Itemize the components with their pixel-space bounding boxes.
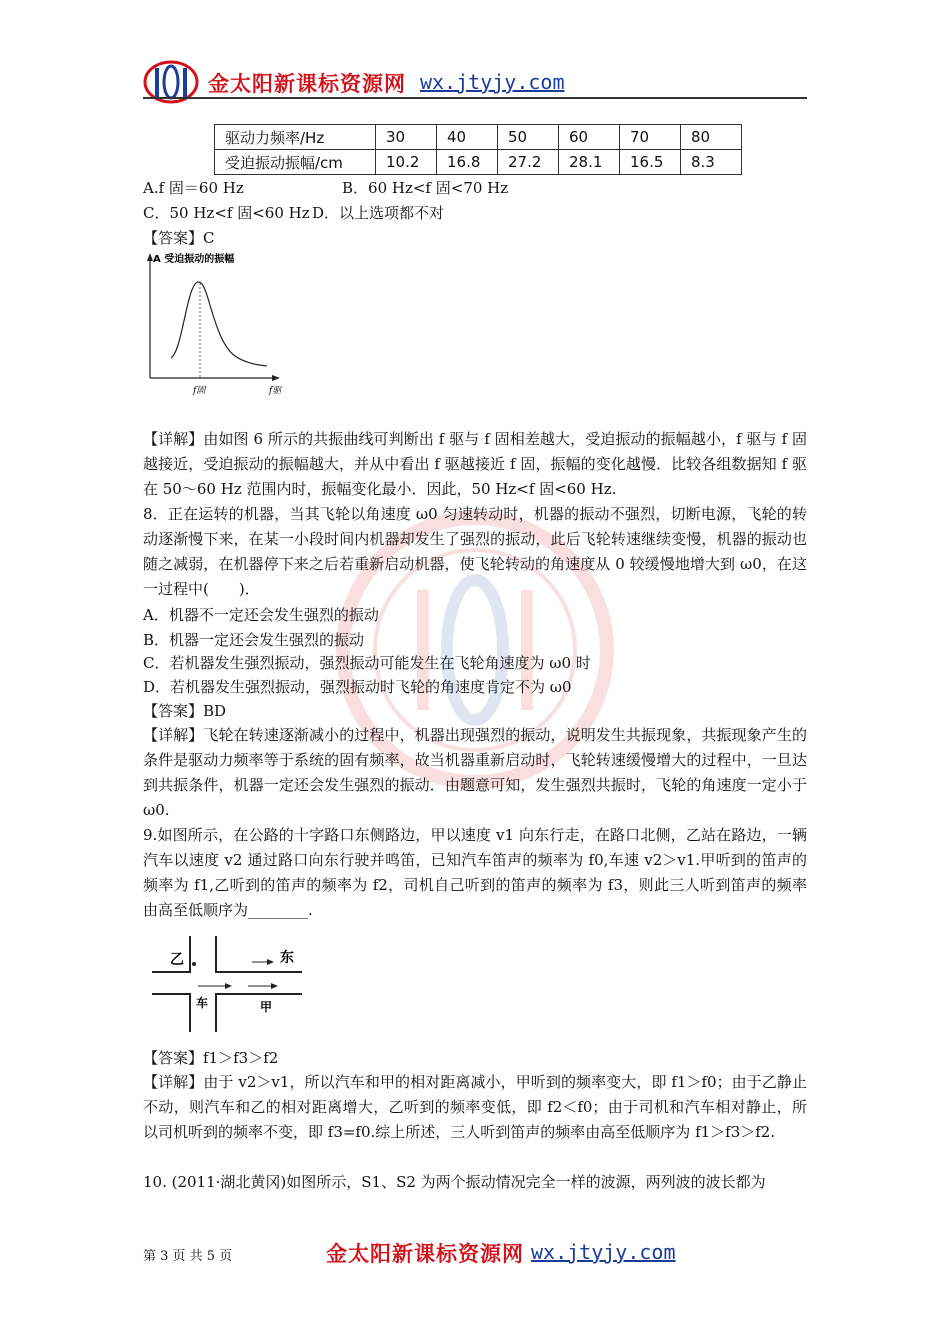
label-jia: 甲 bbox=[260, 1000, 273, 1014]
graph-x-label: f驱 bbox=[269, 386, 282, 396]
table-cell: 16.8 bbox=[437, 150, 498, 175]
table-cell: 30 bbox=[376, 125, 437, 150]
q8-option-d: D．若机器发生强烈振动，强烈振动时飞轮的角速度肯定不为 ω0 bbox=[143, 678, 572, 696]
table-cell: 8.3 bbox=[681, 150, 742, 175]
table-cell: 10.2 bbox=[376, 150, 437, 175]
q10-stem: 10. (2011·湖北黄冈)如图所示，S1、S2 为两个振动情况完全一样的波源，两列波的波长都为 bbox=[143, 1173, 766, 1191]
table-cell: 16.5 bbox=[620, 150, 681, 175]
table-row bbox=[215, 125, 742, 150]
q7-detail: 【详解】由如图 6 所示的共振曲线可判断出 f 驱与 f 固相差越大，受迫振动的振幅越小，f 驱与 f 固越接近，受迫振动的振幅越大，并从中看出 f 驱越接近 f 固，振幅的变化越慢．比较各组数据知 f 驱在 50～60 Hz 范围内时，振幅变化最小．因此，50 Hz<f 固<60 Hz. bbox=[143, 430, 807, 498]
table-cell: 50 bbox=[498, 125, 559, 150]
q7-option-a: A.f 固＝60 Hz bbox=[143, 179, 244, 197]
label-che: 车 bbox=[196, 996, 209, 1010]
table-cell: 28.1 bbox=[559, 150, 620, 175]
table-cell: 60 bbox=[559, 125, 620, 150]
table-cell: 70 bbox=[620, 125, 681, 150]
graph-x-tick: f固 bbox=[193, 386, 206, 396]
crossroad-figure bbox=[148, 934, 308, 1034]
footer-url-link[interactable]: wx.jtyjy.com bbox=[531, 1240, 676, 1264]
q8-option-b: B．机器一定还会发生强烈的振动 bbox=[143, 631, 365, 649]
table-cell: 受迫振动振幅/cm bbox=[215, 150, 376, 175]
q8-answer: 【答案】BD bbox=[143, 702, 227, 720]
q8-detail: 【详解】飞轮在转速逐渐减小的过程中，机器出现强烈的振动，说明发生共振现象，共振现象产生的条件是驱动力频率等于系统的固有频率，故当机器重新启动时，飞轮转速缓慢增大的过程中，一旦达到共振条件，机器一定还会发生强烈的振动．由题意可知，发生强烈共振时，飞轮的角速度一定小于 ω0. bbox=[143, 726, 807, 819]
q8-option-a: A．机器不一定还会发生强烈的振动 bbox=[143, 606, 379, 624]
label-yi: 乙 bbox=[170, 952, 184, 968]
q7-option-d: D．以上选项都不对 bbox=[312, 204, 445, 222]
table-row bbox=[215, 150, 742, 175]
table-cell: 80 bbox=[681, 125, 742, 150]
table-cell: 驱动力频率/Hz bbox=[215, 125, 376, 150]
q8-stem: 8．正在运转的机器，当其飞轮以角速度 ω0 匀速转动时，机器的振动不强烈，切断电源，飞轮的转动逐渐慢下来，在某一小段时间内机器却发生了强烈的振动，此后飞轮转速继续变慢，机器的振动也随之减弱，在机器停下来之后若重新启动机器，使飞轮转动的角速度从 0 较缓慢地增大到 ω0，在这一过程中( )． bbox=[143, 505, 807, 598]
q7-answer: 【答案】C bbox=[143, 229, 215, 247]
q9-answer: 【答案】f1＞f3＞f2 bbox=[143, 1049, 279, 1067]
table-cell: 27.2 bbox=[498, 150, 559, 175]
q7-option-b: B．60 Hz<f 固<70 Hz bbox=[342, 179, 509, 197]
footer-site-name: 金太阳新课标资源网 bbox=[326, 1242, 524, 1266]
label-dong: 东 bbox=[280, 950, 294, 966]
footer-page-number: 第 3 页 共 5 页 bbox=[143, 1249, 233, 1264]
graph-y-label: A 受迫振动的振幅 bbox=[153, 254, 235, 265]
table-cell: 40 bbox=[437, 125, 498, 150]
frequency-amplitude-table bbox=[214, 124, 742, 175]
header-site-name: 金太阳新课标资源网 bbox=[208, 72, 406, 96]
resonance-curve-figure bbox=[143, 250, 283, 400]
q9-stem: 9.如图所示，在公路的十字路口东侧路边，甲以速度 v1 向东行走，在路口北侧，乙站在路边，一辆汽车以速度 v2 通过路口向东行驶并鸣笛，已知汽车笛声的频率为 f0,车速 v2＞v1.甲听到的笛声的频率为 f1,乙听到的笛声的频率为 f2，司机自己听到的笛声的频率为 f3，则此三人听到笛声的频率由高至低顺序为________. bbox=[143, 826, 807, 919]
q9-detail: 【详解】由于 v2＞v1，所以汽车和甲的相对距离减小，甲听到的频率变大，即 f1＞f0；由于乙静止不动，则汽车和乙的相对距离增大，乙听到的频率变低，即 f2＜f0；由于司机和汽车相对静止，所以司机听到的频率不变，即 f3=f0.综上所述，三人听到笛声的频率由高至低顺序为 f1＞f3＞f2. bbox=[143, 1073, 807, 1141]
header-rule bbox=[143, 97, 807, 99]
q8-option-c: C．若机器发生强烈振动，强烈振动可能发生在飞轮角速度为 ω0 时 bbox=[143, 654, 591, 672]
q7-option-c: C．50 Hz<f 固<60 Hz bbox=[143, 204, 310, 222]
header-url-link[interactable]: wx.jtyjy.com bbox=[420, 70, 565, 94]
